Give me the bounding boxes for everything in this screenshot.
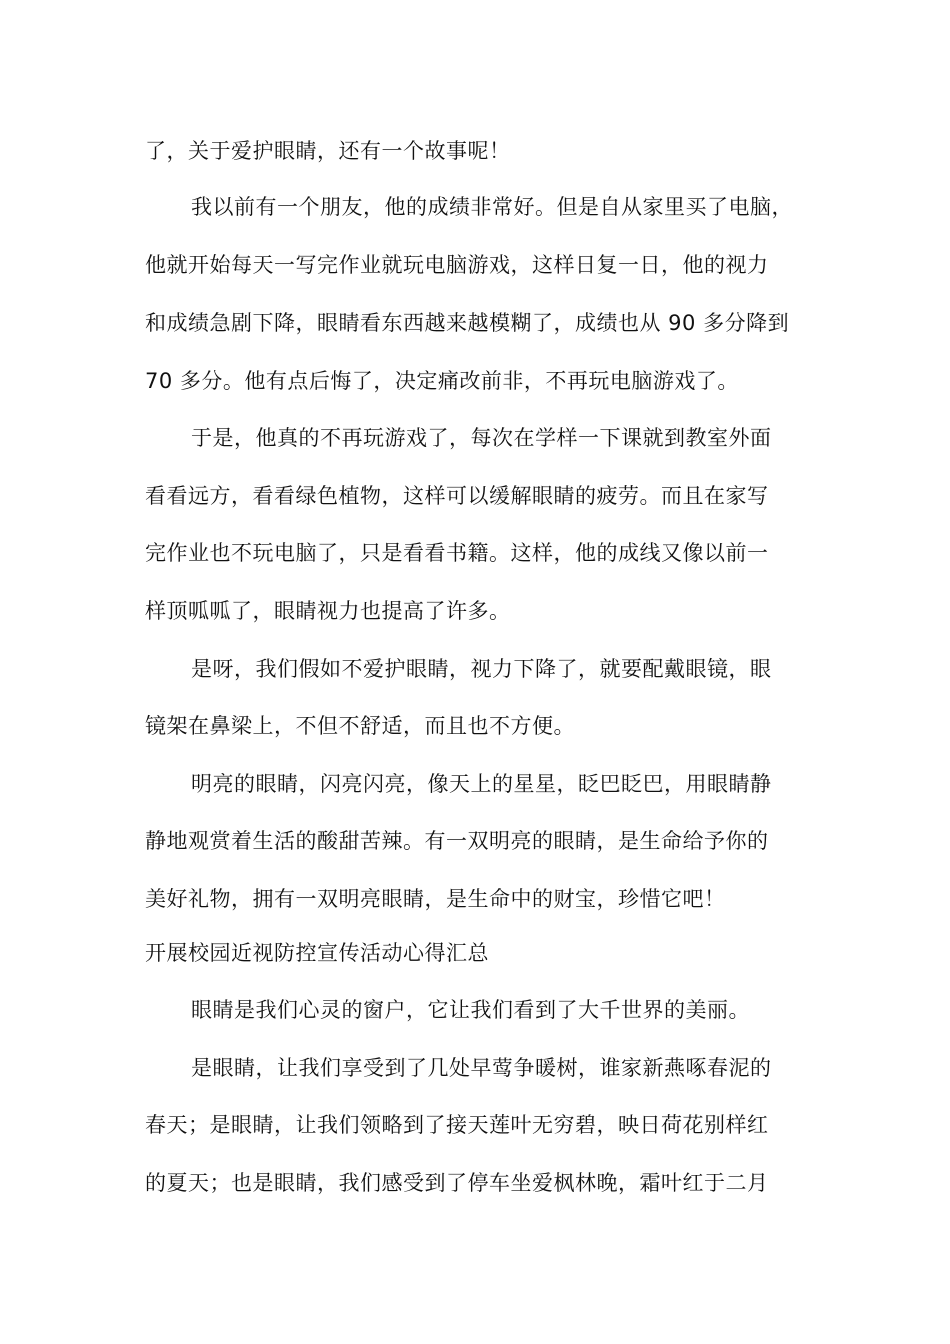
text-line: 镜架在鼻梁上，不但不舒适，而且也不方便。	[145, 714, 575, 738]
text-line: 美好礼物，拥有一双明亮眼睛，是生命中的财宝，珍惜它吧！	[145, 887, 726, 911]
text-line: 和成绩急剧下降，眼睛看东西越来越模糊了，成绩也从 90 多分降到	[145, 311, 790, 335]
paragraph-first-line: 于是，他真的不再玩游戏了，每次在学样一下课就到教室外面	[191, 426, 772, 450]
text-line: 春天；是眼睛，让我们领略到了接天莲叶无穷碧，映日荷花别样红	[145, 1113, 769, 1137]
paragraph-first-line: 眼睛是我们心灵的窗户，它让我们看到了大千世界的美丽。	[191, 998, 750, 1022]
paragraph-first-line: 我以前有一个朋友，他的成绩非常好。但是自从家里买了电脑，	[191, 195, 793, 219]
text-line: 样顶呱呱了，眼睛视力也提高了许多。	[145, 599, 511, 623]
section-heading: 开展校园近视防控宣传活动心得汇总	[145, 941, 489, 965]
paragraph-first-line: 是呀，我们假如不爱护眼睛，视力下降了，就要配戴眼镜，眼	[191, 657, 772, 681]
text-line: 的夏天；也是眼睛，我们感受到了停车坐爱枫林晚，霜叶红于二月	[145, 1171, 769, 1195]
text-line: 他就开始每天一写完作业就玩电脑游戏，这样日复一日，他的视力	[145, 253, 769, 277]
paragraph-first-line: 明亮的眼睛，闪亮闪亮，像天上的星星，眨巴眨巴，用眼睛静	[191, 772, 772, 796]
text-line: 了，关于爱护眼睛，还有一个故事呢！	[145, 139, 511, 163]
paragraph-first-line: 是眼睛，让我们享受到了几处早莺争暖树，谁家新燕啄春泥的	[191, 1056, 772, 1080]
text-line: 看看远方，看看绿色植物，这样可以缓解眼睛的疲劳。而且在家写	[145, 484, 769, 508]
text-line: 完作业也不玩电脑了，只是看看书籍。这样，他的成线又像以前一	[145, 541, 769, 565]
text-line: 70 多分。他有点后悔了，决定痛改前非，不再玩电脑游戏了。	[145, 369, 739, 393]
text-line: 静地观赏着生活的酸甜苦辣。有一双明亮的眼睛，是生命给予你的	[145, 829, 769, 853]
